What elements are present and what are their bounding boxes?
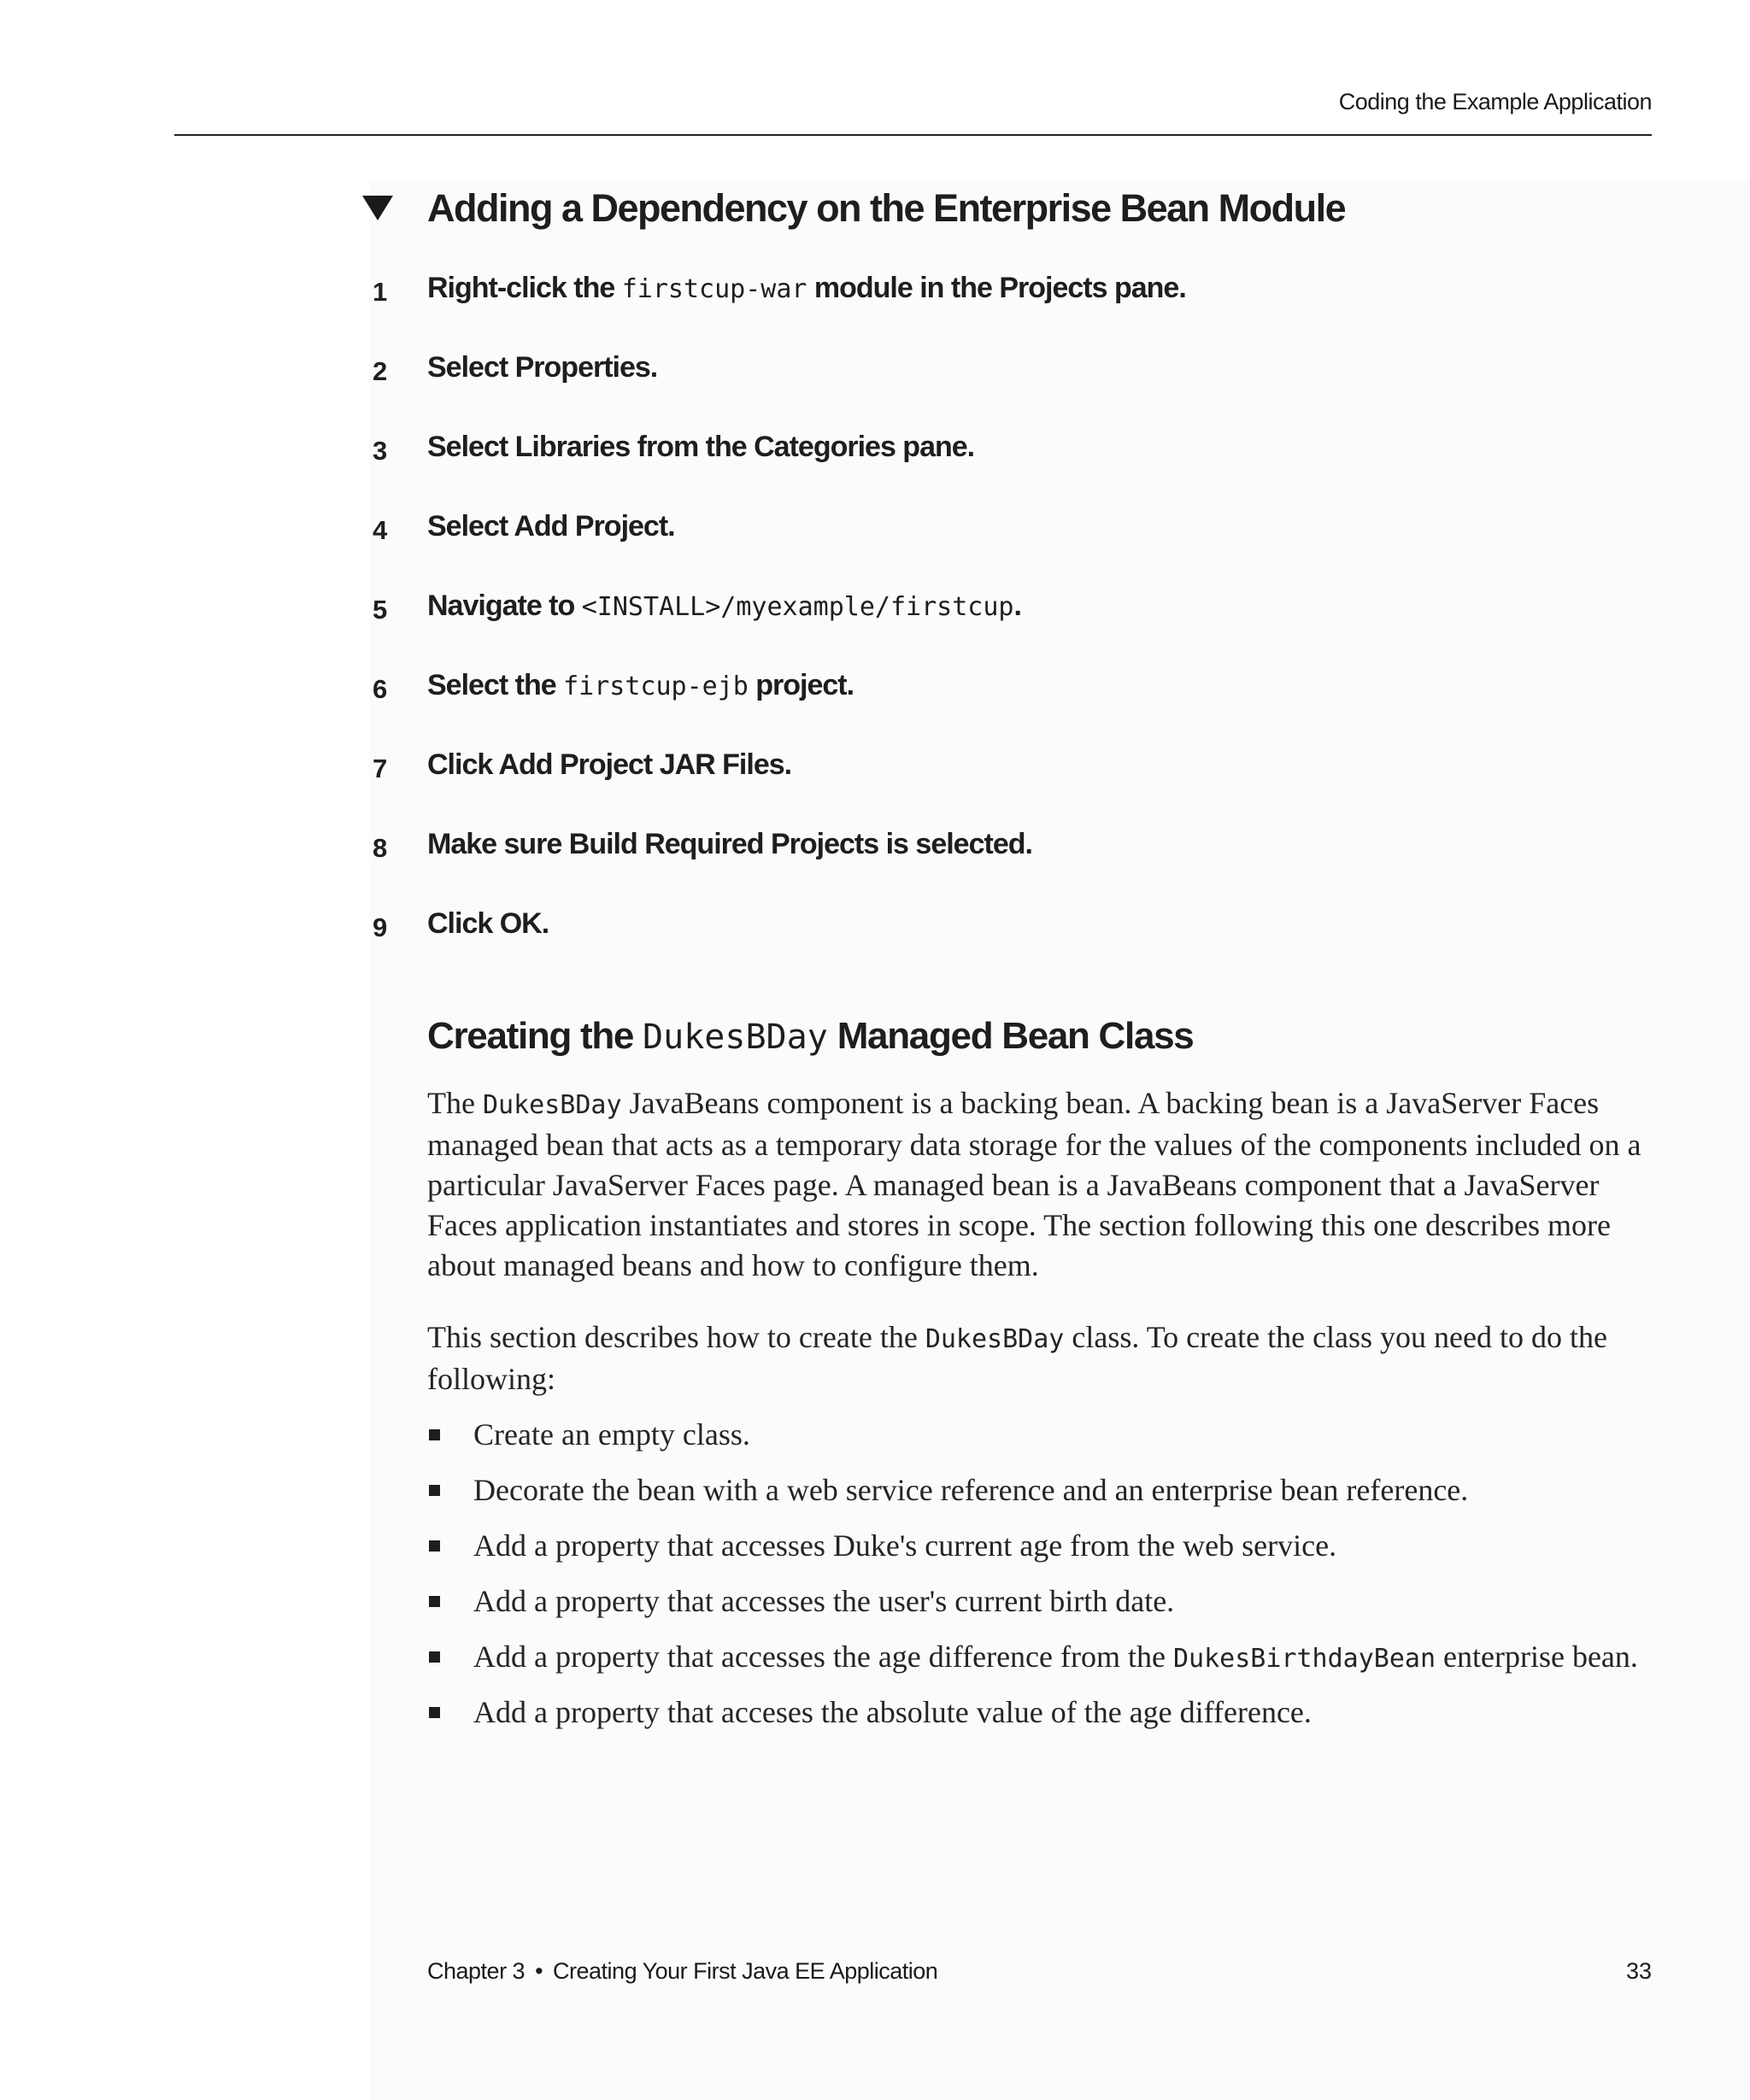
- list-item: Add a property that acceses the absolute value of the age difference.: [427, 1692, 1658, 1734]
- body-paragraph: This section describes how to create the DukesBDay class. To create the class you need to do the following:: [427, 1320, 1607, 1396]
- step-number: 8: [373, 833, 388, 863]
- footer-chapter: Chapter 3: [427, 1958, 526, 1984]
- step-number: 3: [373, 436, 388, 466]
- body-paragraph: The DukesBDay JavaBeans component is a backing bean. A backing bean is a JavaServer Faces managed bean that acts as a temporary data storage for the values of the components included on a particular JavaServer Faces page. A managed bean is a JavaBeans component that a JavaServer Faces application instantiates and stores in scope. The section following this one describes more about managed beans and how to configure them.: [427, 1086, 1641, 1282]
- running-header: Coding the Example Application: [1338, 89, 1652, 114]
- list-item: Add a property that accesses Duke's current age from the web service.: [427, 1526, 1658, 1568]
- section-title: Adding a Dependency on the Enterprise Bean Module: [427, 186, 1346, 230]
- step-number: 4: [373, 515, 388, 545]
- step-number: 1: [373, 277, 388, 307]
- page-footer: [427, 1958, 937, 1985]
- step-text: Select Libraries from the Categories pane.: [427, 431, 975, 463]
- triangle-down-icon: [362, 196, 393, 220]
- footer-separator: •: [535, 1958, 543, 1984]
- step-text: Select Add Project.: [427, 510, 675, 543]
- step-text: Navigate to <INSTALL>/myexample/firstcup.: [427, 590, 1021, 622]
- step-text: Make sure Build Required Projects is selected.: [427, 828, 1032, 860]
- footer-chapter-title: Creating Your First Java EE Application: [553, 1958, 938, 1984]
- step-number: 2: [373, 356, 388, 386]
- subsection-title: Creating the DukesBDay Managed Bean Class: [427, 1015, 1194, 1057]
- list-item: Add a property that accesses the user's current birth date.: [427, 1581, 1658, 1623]
- step-number: 7: [373, 754, 388, 783]
- bullet-square-icon: [429, 1651, 440, 1663]
- bullet-square-icon: [429, 1540, 440, 1552]
- page-number: 33: [1625, 1958, 1652, 1984]
- step-number: 6: [373, 674, 388, 704]
- step-text: Click Add Project JAR Files.: [427, 748, 792, 781]
- list-item: Add a property that accesses the age difference from the DukesBirthdayBean enterprise bean.: [427, 1637, 1658, 1679]
- bullet-square-icon: [429, 1429, 440, 1440]
- step-text: Select the firstcup-ejb project.: [427, 669, 854, 701]
- step-number: 9: [373, 912, 388, 942]
- step-text: Select Properties.: [427, 351, 658, 384]
- bullet-square-icon: [429, 1485, 440, 1496]
- step-text: Click OK.: [427, 907, 549, 940]
- bullet-square-icon: [429, 1596, 440, 1607]
- list-item: Decorate the bean with a web service reference and an enterprise bean reference.: [427, 1470, 1658, 1512]
- bullet-square-icon: [429, 1707, 440, 1718]
- header-rule: [174, 134, 1652, 136]
- step-number: 5: [373, 595, 388, 625]
- bullet-list: [427, 1415, 1658, 1748]
- list-item: Create an empty class.: [427, 1415, 1658, 1457]
- step-text: Right-click the firstcup-war module in the Projects pane.: [427, 272, 1186, 304]
